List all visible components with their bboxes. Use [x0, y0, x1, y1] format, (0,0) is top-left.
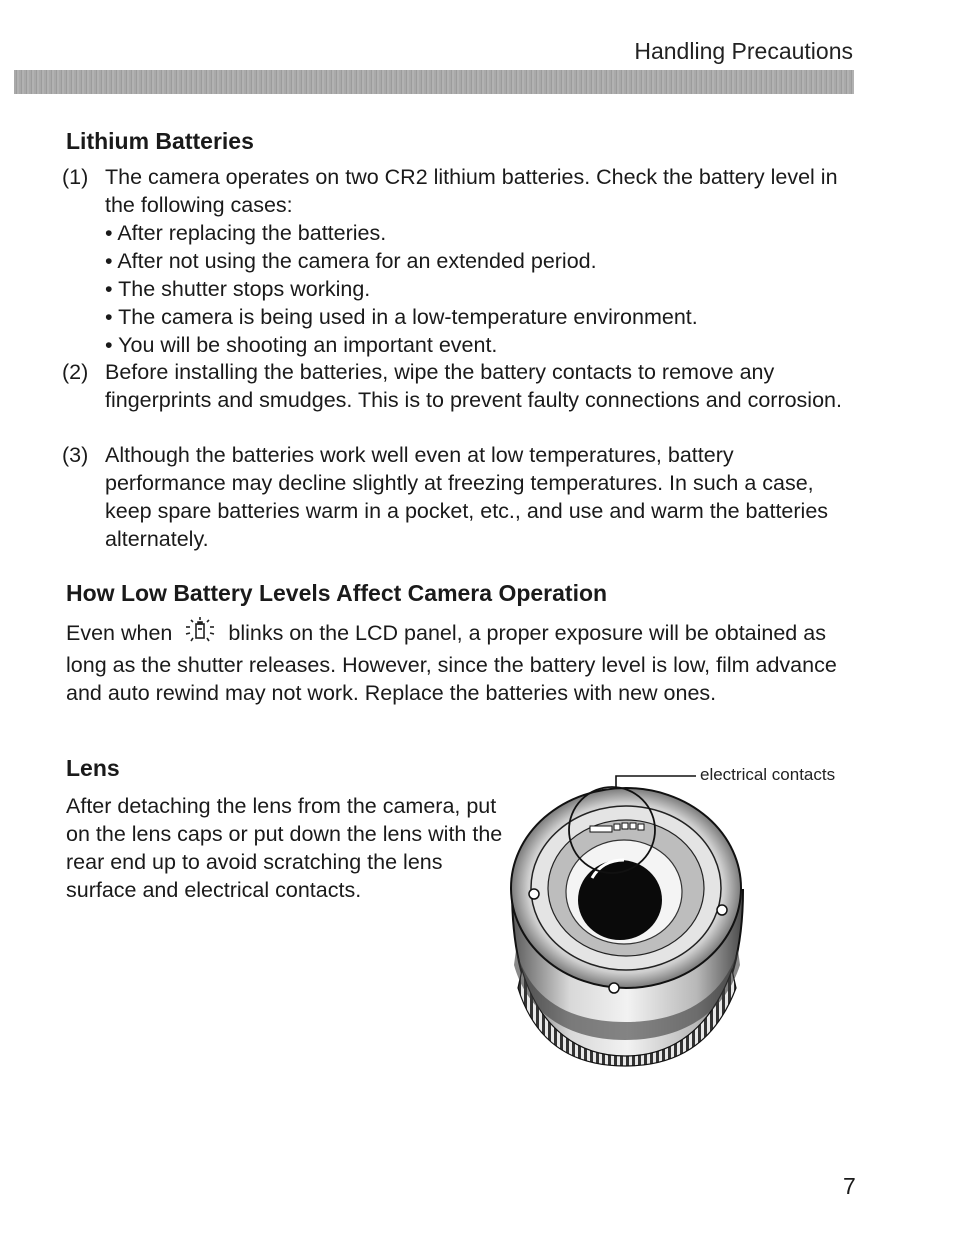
lens-illustration: [500, 760, 860, 1080]
item-number: (2): [62, 360, 89, 384]
blinking-battery-icon: [181, 616, 219, 651]
item-number: (1): [62, 165, 89, 189]
low-battery-paragraph: [66, 616, 846, 707]
electrical-contacts-label: electrical contacts: [700, 765, 836, 784]
list-item-1: [62, 163, 852, 359]
section-title-lens: Lens: [66, 755, 120, 781]
page-number: 7: [843, 1173, 856, 1199]
text-after-icon: blinks on the LCD panel, a proper exposure will be obtained as long as the shutter releases. However, since the battery level is low, film advance and auto rewind may not work. Replace the batteries with new ones.: [66, 621, 837, 705]
list-item-3: [62, 441, 852, 553]
item-number: (3): [62, 443, 89, 467]
bullet-list: [105, 219, 852, 359]
section-title-low-battery: How Low Battery Levels Affect Camera Operation: [66, 580, 608, 606]
bullet-item: • You will be shooting an important event.: [105, 331, 852, 359]
item-text: Before installing the batteries, wipe the battery contacts to remove any fingerprints and smudges. This is to prevent faulty connections and corrosion.: [105, 360, 842, 412]
section-title-lithium: Lithium Batteries: [66, 128, 254, 154]
bullet-item: • After replacing the batteries.: [105, 219, 852, 247]
header-rule-bar: [14, 70, 854, 94]
running-header: Handling Precautions: [634, 38, 853, 64]
item-text: Although the batteries work well even at low temperatures, battery performance may decline slightly at freezing temperatures. In such a case, keep spare batteries warm in a pocket, etc., and use and warm the batteries alternately.: [105, 443, 829, 551]
bullet-item: • The shutter stops working.: [105, 275, 852, 303]
bullet-item: • The camera is being used in a low-temperature environment.: [105, 303, 852, 331]
text-before-icon: Even when: [66, 621, 173, 645]
item-text: The camera operates on two CR2 lithium batteries. Check the battery level in the following cases:: [105, 165, 838, 217]
lens-paragraph: After detaching the lens from the camera, put on the lens caps or put down the lens with the rear end up to avoid scratching the lens surface and electrical contacts.: [66, 794, 503, 902]
bullet-item: • After not using the camera for an extended period.: [105, 247, 852, 275]
list-item-2: [62, 358, 852, 414]
